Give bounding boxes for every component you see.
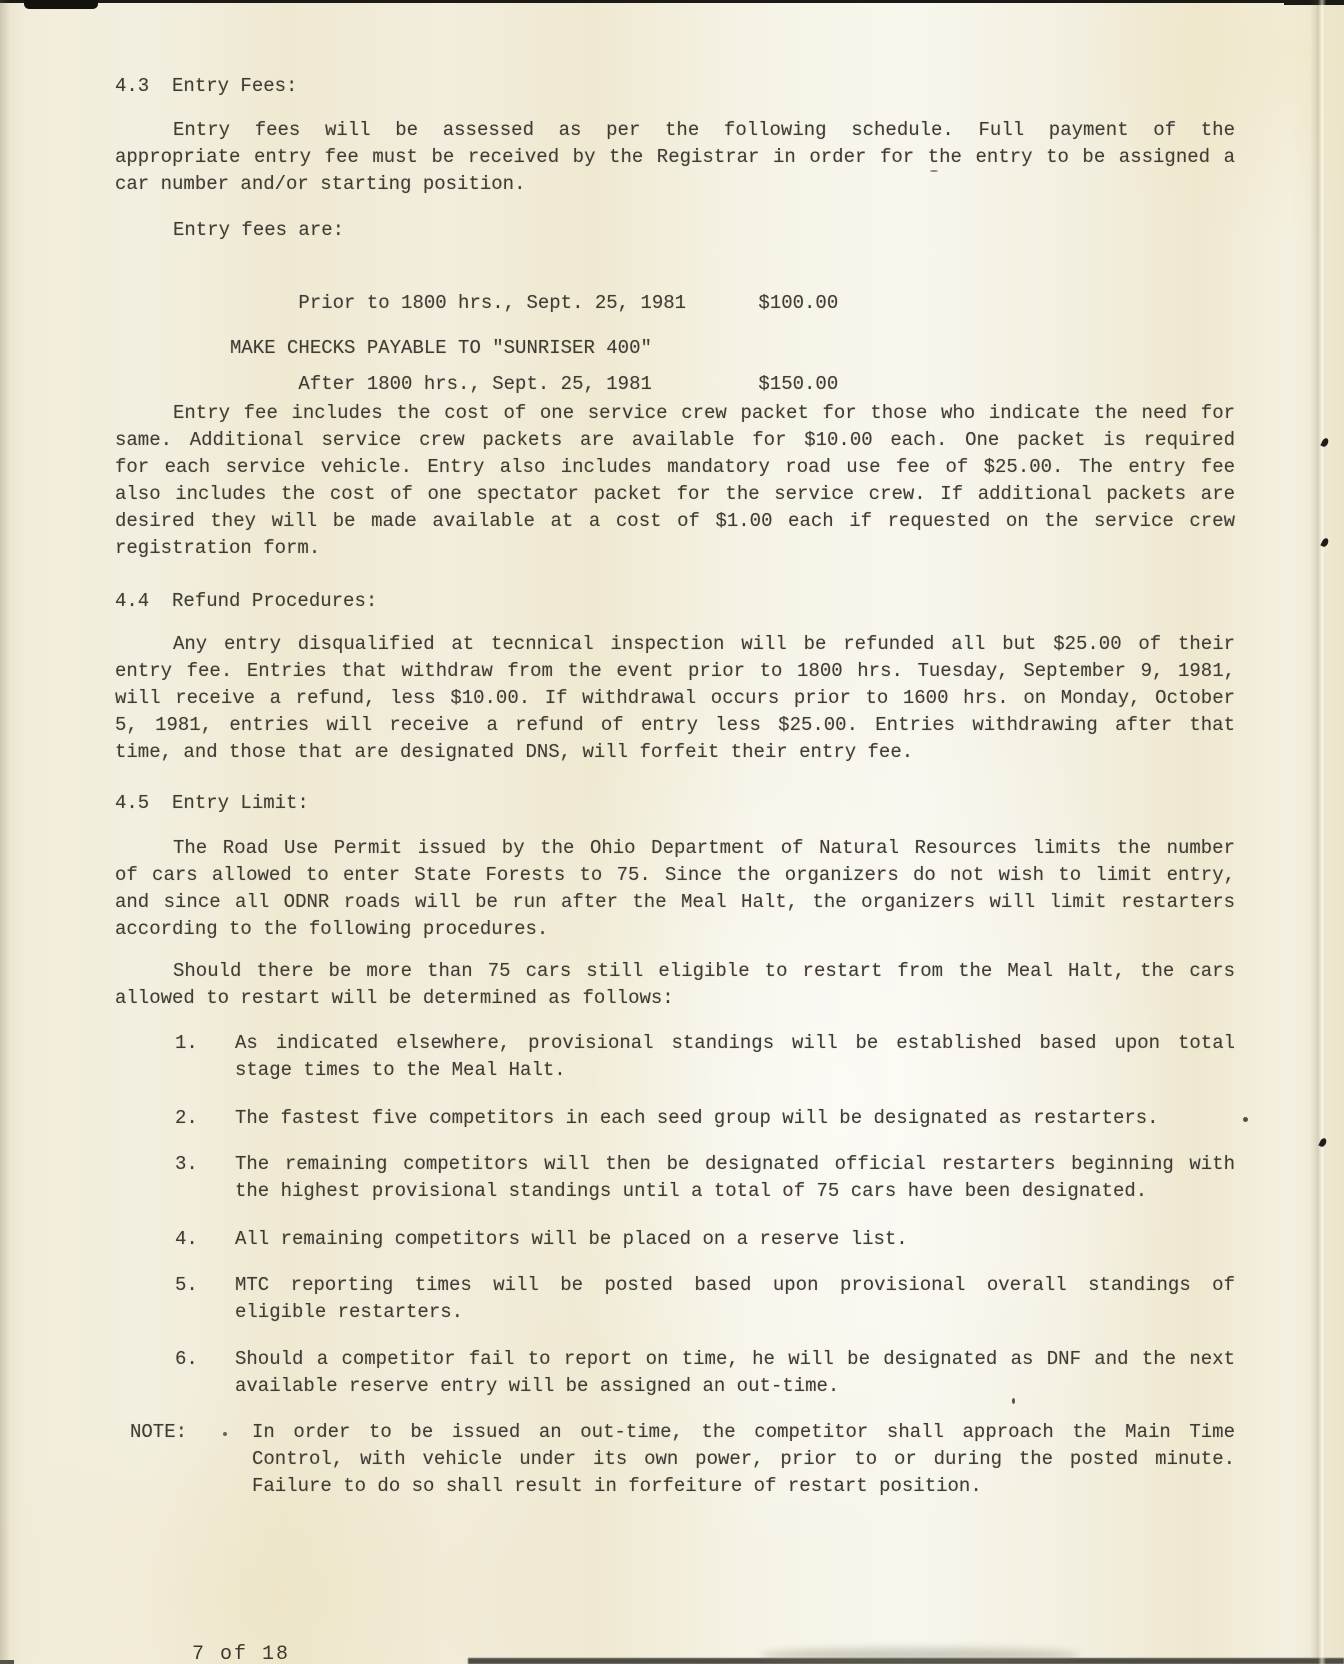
text-line: Any entry disqualified at tecnnical inspection will be refunded all but $25.00 of their	[173, 633, 1235, 655]
section-heading-4-3: 4.3 Entry Fees:	[115, 75, 298, 97]
fee-row	[115, 263, 1235, 344]
list-item	[115, 1030, 1235, 1084]
paragraph-entry-limit-1	[115, 835, 1235, 943]
text-line: available reserve entry will be assigned an out-time.	[235, 1375, 840, 1397]
text-line: Should there be more than 75 cars still eligible to restart from the Meal Halt, the cars	[173, 960, 1235, 982]
text-line: appropriate entry fee must be received by the Registrar in order for the entry to be assigned a	[115, 146, 1235, 168]
list-item	[115, 1346, 1235, 1400]
list-item-body	[235, 1105, 1235, 1132]
fee-amount: $150.00	[758, 373, 839, 395]
paragraph-refund-procedures	[115, 631, 1235, 766]
list-item-number: 6.	[175, 1348, 198, 1370]
ink-dot	[1243, 1117, 1248, 1122]
note-label: NOTE:	[130, 1421, 188, 1443]
ink-dot	[223, 1432, 227, 1436]
text-line: The Road Use Permit issued by the Ohio Department of Natural Resources limits the number	[173, 837, 1235, 859]
text-line: The fastest five competitors in each seed group will be designated as restarters.	[235, 1107, 1159, 1129]
text-line: As indicated elsewhere, provisional standings will be established based upon total	[235, 1032, 1235, 1054]
list-item	[115, 1151, 1235, 1205]
paragraph-entry-fee-includes	[115, 400, 1235, 562]
text-line: Should a competitor fail to report on time, he will be designated as DNF and the next	[235, 1348, 1235, 1370]
list-item-body	[235, 1272, 1235, 1326]
list-item-body	[235, 1226, 1235, 1253]
text-line: desired they will be made available at a cost of $1.00 each if requested on the service crew	[115, 510, 1235, 532]
ink-dot	[1012, 1398, 1015, 1404]
text-line: All remaining competitors will be placed on a reserve list.	[235, 1228, 908, 1250]
note-body	[252, 1419, 1235, 1500]
text-line: and since all ODNR roads will be run after the Meal Halt, the organizers will limit restarters	[115, 891, 1235, 913]
list-item	[115, 1272, 1235, 1326]
list-item-number: 2.	[175, 1107, 198, 1129]
paper-crease	[1310, 0, 1326, 1664]
text-line: will receive a refund, less $10.00. If withdrawal occurs prior to 1600 hrs. on Monday, October	[115, 687, 1235, 709]
fee-amount: $100.00	[758, 292, 839, 314]
list-item-number: 5.	[175, 1274, 198, 1296]
text-line: allowed to restart will be determined as follows:	[115, 987, 674, 1009]
text-line: for each service vehicle. Entry also includes mandatory road use fee of $25.00. The entry fee	[115, 456, 1235, 478]
paragraph-entry-limit-2	[115, 958, 1235, 1012]
text-line: stage times to the Meal Halt.	[235, 1059, 566, 1081]
text-line: car number and/or starting position.	[115, 173, 526, 195]
page-number: 7 of 18	[192, 1643, 291, 1664]
scan-edge-top-notch	[24, 0, 98, 9]
make-checks-payable-line: MAKE CHECKS PAYABLE TO "SUNRISER 400"	[230, 337, 652, 359]
list-item	[115, 1226, 1235, 1253]
scan-edge-bottom-left	[0, 1660, 14, 1664]
text-line: of cars allowed to enter State Forests to 75. Since the organizers do not wish to limit entry,	[115, 864, 1235, 886]
list-item-body	[235, 1346, 1235, 1400]
text-line: also includes the cost of one spectator packet for the service crew. If additional packets are	[115, 483, 1235, 505]
text-line: Entry fee includes the cost of one service crew packet for those who indicate the need for	[173, 402, 1235, 424]
text-line: eligible restarters.	[235, 1301, 464, 1323]
text-line: Entry fees will be assessed as per the following schedule. Full payment of the	[173, 119, 1235, 141]
paragraph-entry-fees-intro	[115, 117, 1235, 198]
scan-smudge	[760, 1648, 1080, 1662]
ink-dot	[930, 170, 938, 172]
list-item-body	[235, 1030, 1235, 1084]
text-line: In order to be issued an out-time, the competitor shall approach the Main Time	[252, 1421, 1235, 1443]
scan-edge-left	[0, 0, 10, 1664]
list-item	[115, 1105, 1235, 1132]
text-line: the highest provisional standings until a total of 75 cars have been designated.	[235, 1180, 1148, 1202]
scan-edge-top	[0, 0, 1344, 3]
text-line: The remaining competitors will then be designated official restarters beginning with	[235, 1153, 1235, 1175]
text-line: according to the following procedures.	[115, 918, 549, 940]
text-line: registration form.	[115, 537, 321, 559]
text-line: Failure to do so shall result in forfeiture of restart position.	[252, 1475, 982, 1497]
text-line: Control, with vehicle under its own power, prior to or during the posted minute.	[252, 1448, 1235, 1470]
text-line: MTC reporting times will be posted based upon provisional overall standings of	[235, 1274, 1235, 1296]
list-item-number: 1.	[175, 1032, 198, 1054]
list-item-number: 4.	[175, 1228, 198, 1250]
list-item-body	[235, 1151, 1235, 1205]
fee-label: Prior to 1800 hrs., Sept. 25, 1981	[298, 292, 687, 314]
text-line: time, and those that are designated DNS, will forfeit their entry fee.	[115, 741, 914, 763]
fee-label: After 1800 hrs., Sept. 25, 1981	[298, 373, 652, 395]
entry-fees-are-label: Entry fees are:	[173, 219, 345, 241]
section-heading-4-4: 4.4 Refund Procedures:	[115, 590, 378, 612]
text-line: same. Additional service crew packets are available for $10.00 each. One packet is required	[115, 429, 1235, 451]
text-line: 5, 1981, entries will receive a refund of entry less $25.00. Entries withdrawing after that	[115, 714, 1235, 736]
list-item-number: 3.	[175, 1153, 198, 1175]
section-heading-4-5: 4.5 Entry Limit:	[115, 792, 309, 814]
note-block	[115, 1419, 1235, 1500]
text-line: entry fee. Entries that withdraw from the event prior to 1800 hrs. Tuesday, September 9, 1981,	[115, 660, 1235, 682]
